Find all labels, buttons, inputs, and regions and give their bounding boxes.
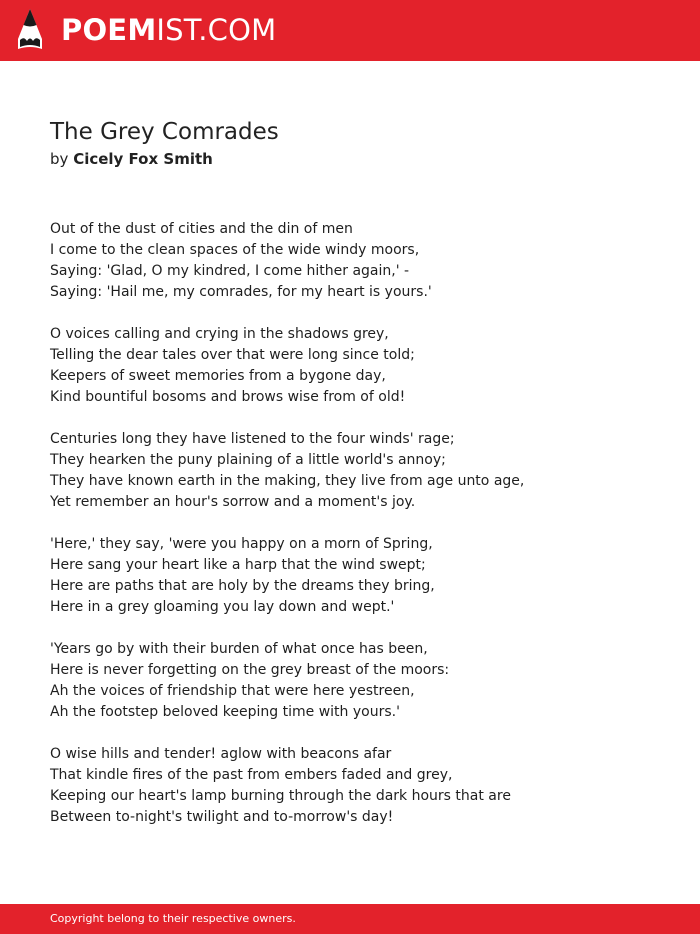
poem-body [50,219,670,849]
author-name: Cicely Fox Smith [73,150,213,168]
poem-line: Here are paths that are holy by the dreams they bring, [50,578,435,594]
poem-line: O wise hills and tender! aglow with beacons afar [50,746,392,762]
poem-line: Out of the dust of cities and the din of men [50,221,353,237]
pencil-tip-icon[interactable] [17,9,43,51]
stanza [50,219,670,303]
stanza [50,324,670,408]
poem-line: Saying: 'Hail me, my comrades, for my heart is yours.' [50,284,432,300]
logo-light-text: IST.COM [156,13,277,47]
copyright-text: Copyright belong to their respective owners. [50,912,296,925]
poem-line: 'Years go by with their burden of what once has been, [50,641,428,657]
stanza [50,534,670,618]
poem-line: Centuries long they have listened to the four winds' rage; [50,431,455,447]
poem-line: Here is never forgetting on the grey breast of the moors: [50,662,450,678]
poem-line: Keepers of sweet memories from a bygone day, [50,368,386,384]
by-label: by [50,150,69,168]
poem-line: They hearken the puny plaining of a little world's annoy; [50,452,446,468]
poem-line: Kind bountiful bosoms and brows wise from of old! [50,389,406,405]
stanza [50,744,670,828]
poem-line: They have known earth in the making, they live from age unto age, [50,473,525,489]
poem-title: The Grey Comrades [50,119,279,145]
site-footer [0,904,700,934]
poem-line: Keeping our heart's lamp burning through the dark hours that are [50,788,511,804]
stanza [50,429,670,513]
site-logo[interactable] [61,13,276,47]
logo-bold-text: POEM [61,13,157,47]
poem-line: Saying: 'Glad, O my kindred, I come hither again,' - [50,263,410,279]
poem-line: I come to the clean spaces of the wide windy moors, [50,242,420,258]
poem-line: Here in a grey gloaming you lay down and wept.' [50,599,395,615]
stanza [50,639,670,723]
poem-line: Yet remember an hour's sorrow and a moment's joy. [50,494,416,510]
poem-line: Telling the dear tales over that were long since told; [50,347,415,363]
poem-line: Ah the footstep beloved keeping time with yours.' [50,704,400,720]
site-header [0,0,700,61]
poem-line: O voices calling and crying in the shadows grey, [50,326,389,342]
poem-line: That kindle fires of the past from embers faded and grey, [50,767,453,783]
poem-line: Ah the voices of friendship that were here yestreen, [50,683,415,699]
poem-line: Between to-night's twilight and to-morrow's day! [50,809,394,825]
poem-line: Here sang your heart like a harp that the wind swept; [50,557,426,573]
poem-line: 'Here,' they say, 'were you happy on a morn of Spring, [50,536,433,552]
byline [50,149,213,169]
